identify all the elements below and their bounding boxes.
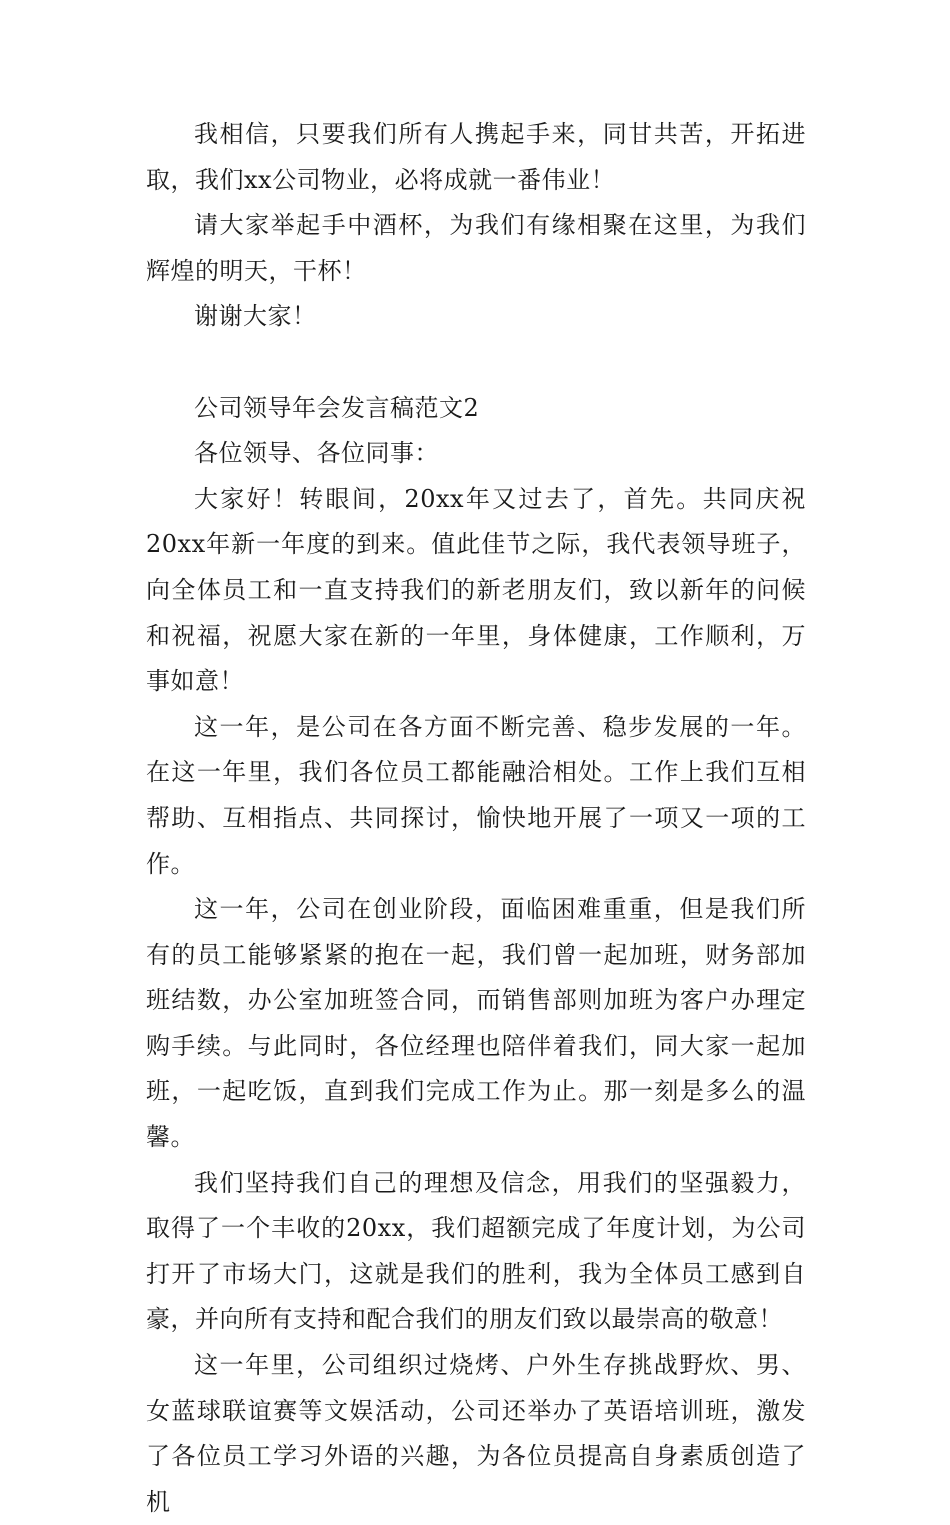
paragraph-body-4: 我们坚持我们自己的理想及信念，用我们的坚强毅力，取得了一个丰收的20xx，我们超额完成了年度计划，为公司打开了市场大门，这就是我们的胜利，我为全体员工感到自豪，并向所有支持和配合我们的朋友们致以最崇高的敬意！	[146, 1168, 806, 1334]
paragraph-closing-3: 谢谢大家！	[194, 302, 317, 331]
paragraph-body-3: 这一年，公司在创业阶段，面临困难重重，但是我们所有的员工能够紧紧的抱在一起，我们曾一起加班，财务部加班结数，办公室加班签合同，而销售部则加班为客户办理定购手续。与此同时，各位经理也陪伴着我们，同大家一起加班，一起吃饭，直到我们完成工作为止。那一刻是多么的温馨。	[146, 895, 806, 1152]
paragraph-closing-1: 我相信，只要我们所有人携起手来，同甘共苦，开拓进取，我们xx公司物业，必将成就一番伟业！	[146, 120, 806, 194]
paragraph-body-1: 大家好！转眼间，20xx年又过去了，首先。共同庆祝20xx年新一年度的到来。值此佳节之际，我代表领导班子，向全体员工和一直支持我们的新老朋友们，致以新年的问候和祝福，祝愿大家在新的一年里，身体健康，工作顺利，万事如意！	[146, 484, 806, 696]
salutation: 各位领导、各位同事：	[194, 439, 439, 468]
paragraph-body-2: 这一年，是公司在各方面不断完善、稳步发展的一年。在这一年里，我们各位员工都能融洽相处。工作上我们互相帮助、互相指点、共同探讨，愉快地开展了一项又一项的工作。	[146, 712, 806, 878]
section-heading: 公司领导年会发言稿范文2	[194, 393, 480, 422]
paragraph-closing-2: 请大家举起手中酒杯，为我们有缘相聚在这里，为我们辉煌的明天，干杯！	[146, 211, 806, 285]
document-body	[146, 112, 806, 1525]
paragraph-body-5: 这一年里，公司组织过烧烤、户外生存挑战野炊、男、女蓝球联谊赛等文娱活动，公司还举办了英语培训班，激发了各位员工学习外语的兴趣，为各位员提高自身素质创造了机	[146, 1351, 806, 1516]
